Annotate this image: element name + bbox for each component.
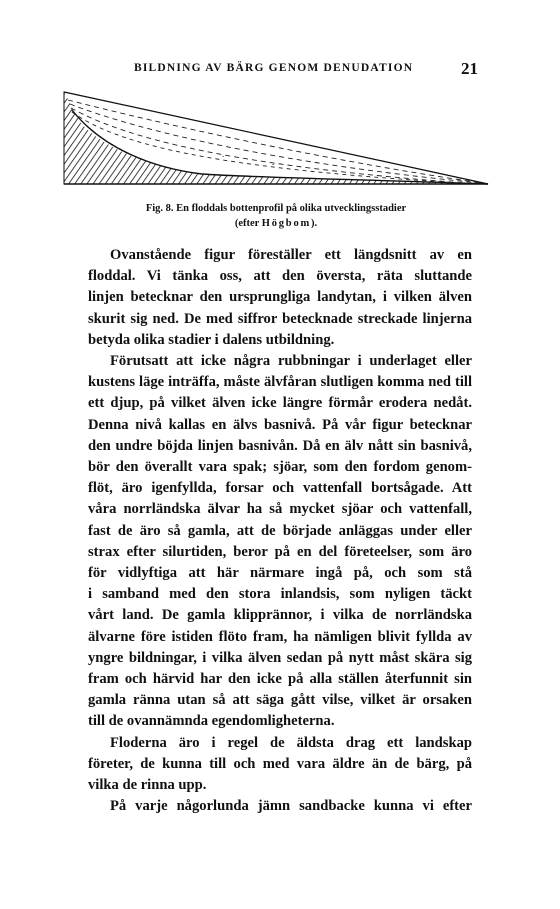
caption-author: Högbom	[261, 218, 312, 229]
text-line: yngre bildningar, i vilka älven sedan på nytt måst skära sig	[88, 649, 472, 666]
text-line: den undre böjda linjen basnivån. Då en älv nått sin basnivå,	[88, 437, 472, 454]
text-line: våra norrländska älvar ha så mycket sjöar och vattenfall,	[88, 501, 472, 518]
text-line: gamla ränna utan så att säga gått vilse, vilket är orsaken	[88, 692, 472, 709]
caption-line-2	[60, 216, 492, 231]
text-line: ett djup, på vilket älven icke längre förmår erodera nedåt.	[88, 395, 472, 412]
text-line: floddal. Vi tänka oss, att den översta, räta sluttande	[88, 268, 472, 285]
text-line: för vidlyftiga att här närmare ingå på, och som stå	[88, 565, 472, 582]
figure-caption	[60, 201, 492, 231]
caption-line-1: Fig. 8. En floddals bottenprofil på olika utvecklingsstadier	[145, 203, 407, 214]
caption-prefix: (efter	[234, 218, 262, 229]
text-line: linjen betecknar den ursprungliga landytan, i vilken älven	[88, 289, 472, 306]
text-line: fram och härvid har den icke på alla ställen återfunnit sin	[88, 671, 472, 688]
text-line: Förutsatt att icke några rubbningar i underlaget eller	[110, 353, 472, 370]
page-header	[88, 59, 478, 80]
running-head: BILDNING AV BÄRG GENOM DENUDATION	[134, 62, 414, 74]
stage-mark: -	[272, 160, 275, 168]
text-line: fast de äro så gamla, att de började anläggas under eller	[88, 522, 472, 539]
text-line: vilka de rinna upp.	[88, 777, 207, 794]
text-line: till de ovannämnda egendomligheterna.	[88, 713, 335, 730]
text-line: i samband med den stora inlandsis, som nyligen täckt	[88, 586, 472, 603]
text-line: På varje någorlunda jämn sandbacke kunna vi efter	[110, 798, 472, 815]
stage-mark: -	[222, 152, 225, 160]
text-line: betyda olika stadier i dalens utbildning.	[88, 331, 335, 348]
text-line: Denna nivå kallas en älvs basnivå. På vår figur betecknar	[88, 416, 472, 433]
text-line: älvarne före istiden flöto fram, ha nämligen blivit fyllda av	[88, 628, 472, 645]
text-line: företer, de kunna till och med vara äldre än de bärg, på	[88, 755, 472, 772]
page-number: 21	[461, 59, 478, 78]
body-text	[88, 245, 472, 817]
text-line: skurit sig ned. De med siffror betecknade streckade linjerna	[88, 310, 472, 327]
text-line: kustens läge inträffa, måste älvfåran slutligen komma ned till	[88, 374, 472, 391]
valley-profile-figure	[62, 88, 490, 192]
text-line: bör den överallt vara spak; sjöar, som den fordom genom-	[88, 459, 472, 476]
text-line: flöt, äro igenfyllda, forsar och vattenfall bortsågade. Att	[88, 480, 472, 497]
text-line: Ovanstående figur föreställer ett längdsnitt av en	[110, 247, 472, 263]
caption-suffix: ).	[311, 218, 318, 229]
text-line: Floderna äro i regel de äldsta drag ett landskap	[110, 734, 472, 751]
text-line: vårt land. De gamla klipprännor, i vilka de norrländska	[88, 607, 472, 624]
text-line: strax efter silurtiden, beror på en del företeelser, som äro	[88, 543, 472, 560]
